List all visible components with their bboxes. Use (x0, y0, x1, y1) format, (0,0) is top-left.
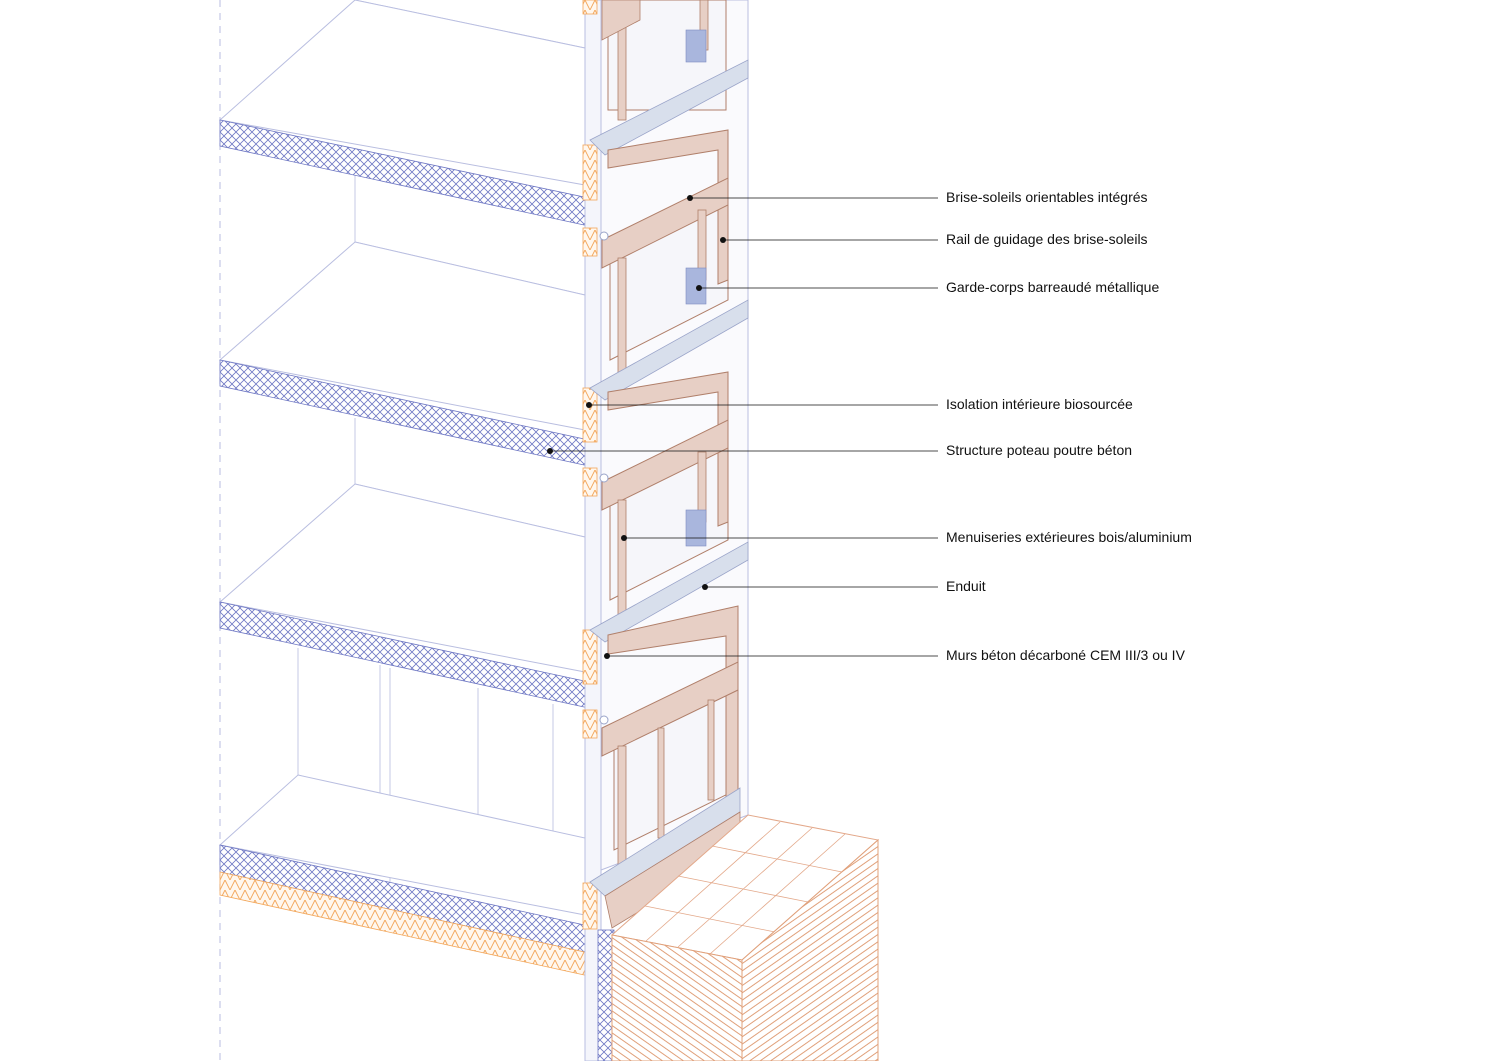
annotation-labels (946, 189, 1192, 663)
label-brise-soleils: Brise-soleils orientables intégrés (946, 189, 1148, 205)
label-enduit: Enduit (946, 578, 986, 594)
label-rail-guidage: Rail de guidage des brise-soleils (946, 231, 1148, 247)
leader-dot-rail-guidage (720, 237, 726, 243)
leader-dot-brise-soleils (687, 195, 693, 201)
label-murs-beton: Murs béton décarboné CEM III/3 ou IV (946, 647, 1185, 663)
leader-dot-isolation (586, 402, 592, 408)
leader-dot-garde-corps (696, 285, 702, 291)
leader-dot-murs-beton (604, 653, 610, 659)
label-garde-corps: Garde-corps barreaudé métallique (946, 279, 1160, 295)
leader-dot-structure (547, 448, 553, 454)
leader-dot-enduit (702, 584, 708, 590)
leader-dot-menuiseries (621, 535, 627, 541)
label-structure: Structure poteau poutre béton (946, 442, 1133, 458)
label-isolation: Isolation intérieure biosourcée (946, 396, 1133, 412)
label-menuiseries: Menuiseries extérieures bois/aluminium (946, 529, 1192, 545)
